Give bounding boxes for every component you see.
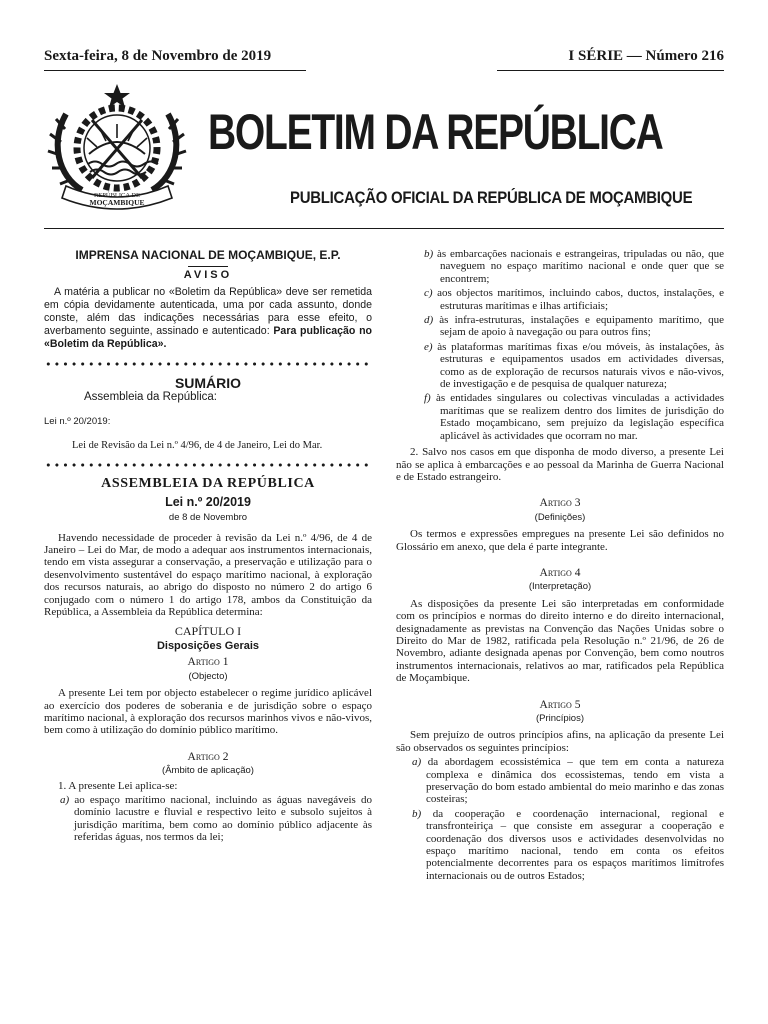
item-label: a): [60, 793, 70, 806]
article-2-item-e: [396, 341, 724, 391]
summary-law-desc: Lei de Revisão da Lei n.º 4/96, de 4 de Janeiro, Lei do Mar.: [72, 440, 323, 452]
item-text: ao espaço marítimo nacional, incluindo as águas navegáveis do domínio lacustre e fluvial e respectivo leito e subsolo sujeitos à jurisdição marítima, bem como ao domínio público adjacente às referidas águas, nos termos da lei;: [74, 793, 372, 844]
article-2-clause-2: 2. Salvo nos casos em que disponha de modo diverso, a presente Lei não se aplica à embarcações e ao pessoal da Marinha de Guerra Nacional e de Estado estrangeiro.: [396, 446, 724, 483]
article-5-text: Sem prejuízo de outros princípios afins, na aplicação da presente Lei são observados os seguintes princípios:: [396, 729, 724, 754]
article-3-subtitle: (Definições): [534, 511, 586, 523]
article-1-heading: Artigo 1: [187, 656, 229, 669]
gazette-subtitle: PUBLICAÇÃO OFICIAL DA REPÚBLICA DE MOÇAMBIQUE: [290, 188, 693, 207]
item-text: da cooperação e coordenação internacional, regional e transfronteiriça – que consiste em assegurar a cooperação e coordenação dos diversos usos e actividades desenvolvidas no espaço marítimo nacional, tendo em conta os efeitos potencialmente decorrentes para os espaços marítimos limítrofes internacionais ou de outros Estados;: [426, 807, 724, 882]
item-label: a): [412, 756, 422, 769]
article-2-item-a: [44, 794, 372, 844]
dotted-divider: [44, 361, 372, 367]
item-label: c): [424, 287, 433, 300]
divider: [188, 266, 228, 267]
article-2-item-b: [396, 248, 724, 285]
item-text: às infra-estruturas, instalações e equipamento marítimo, que sejam de apoio à navegação ou para outros fins;: [439, 314, 725, 339]
coat-of-arms-emblem: [44, 80, 190, 216]
header-rule-right: [497, 70, 724, 71]
header-rule-full: [44, 228, 724, 229]
chapter-heading: CAPÍTULO I: [174, 623, 242, 638]
item-label: b): [412, 807, 422, 820]
notice-text: [44, 286, 372, 351]
notice-bold: Para publicação no «Boletim da República».: [44, 324, 373, 350]
item-text: às entidades singulares ou colectivas vinculadas a actividades marítimas que se realizem dentro dos limites de jurisdição do Estado moçambicano, sem prejuízo da legislação específica aplicável às actividades que ocorram no mar.: [435, 392, 725, 442]
article-1-subtitle: (Objecto): [188, 670, 228, 682]
article-4-subtitle: (Interpretação): [528, 581, 592, 593]
article-2-item-d: [396, 314, 724, 339]
series-number: I SÉRIE — Número 216: [568, 48, 724, 64]
preamble: Havendo necessidade de proceder à revisão da Lei n.º 4/96, de 4 de Janeiro – Lei do Mar, de modo a adequar aos instrumentos internacionais, tendo em vista assegurar a conservação, a preservação e utilização para o desenvolvimento sustentável do espaço marítimo nacional, à exploração dos recursos naturais, ao abrigo do disposto no número 2 do artigo 6 conjugado com o número 1 do artigo 178, ambos da Constituição da República, a Assembleia da República determina:: [44, 531, 372, 619]
item-label: e): [424, 340, 433, 353]
item-text: às embarcações nacionais e estrangeiras, tripuladas ou não, que naveguem no espaço marítimo nacional e onde quer que se encontrem;: [436, 248, 724, 285]
summary-law-ref: Lei n.º 20/2019:: [44, 415, 111, 427]
article-4-text: As disposições da presente Lei são interpretadas em conformidade com os princípios e normas do direito interno e do direito internacional, designadamente as previstas na Convenção das Nações Unidas sobre o Direito do Mar de 1982, ratificada pela Resolução n.º 21/96, de 26 de Novembro, adiante designada apenas por Convenção, bem como noutros instrumentos internacionais, relativos ao mar, ratificados pela República de Moçambique.: [396, 597, 724, 685]
item-label: b): [424, 248, 434, 260]
item-text: às plataformas marítimas fixas e/ou móveis, às instalações, às estruturas e equipamentos usados em actividades diversas, como as de exploração de recursos naturais vivos e não-vivos, de investigação e de pesquisa de qualquer natureza;: [437, 340, 724, 391]
article-3-heading: Artigo 3: [539, 497, 581, 510]
left-column: [44, 246, 372, 844]
article-5-subtitle: (Princípios): [535, 713, 585, 724]
emblem-text-bottom: MOÇAMBIQUE: [89, 198, 145, 207]
issue-date: Sexta-feira, 8 de Novembro de 2019: [44, 48, 272, 64]
summary-heading: SUMÁRIO: [174, 374, 242, 391]
article-4-heading: Artigo 4: [539, 566, 581, 579]
item-label: f): [424, 392, 431, 405]
law-number: Lei n.º 20/2019: [165, 494, 251, 509]
item-text: aos objectos marítimos, incluindo cabos, ductos, instalações, e estruturas marítimas e ilhas artificiais;: [437, 287, 725, 312]
summary-subheading: Assembleia da República:: [84, 391, 217, 404]
item-label: d): [424, 314, 434, 327]
notice-body: A matéria a publicar no «Boletim da República» deve ser remetida em cópia devidamente autenticada, uma por cada assunto, donde conste, além das indicações necessárias para esse efeito, o averbamento seguinte, assinado e autenticado:: [44, 285, 372, 337]
article-2-clause-1: 1. A presente Lei aplica-se:: [58, 779, 178, 792]
dotted-divider: [44, 462, 372, 468]
right-column: [396, 246, 724, 882]
article-2-subtitle: (Âmbito de aplicação): [162, 765, 254, 777]
gazette-title: BOLETIM DA REPÚBLICA: [208, 104, 663, 160]
article-5-item-b: [396, 808, 724, 882]
law-date: de 8 de Novembro: [168, 512, 248, 524]
emblem-text-top: REPÚBLICA DE: [93, 192, 141, 199]
article-5-item-a: [396, 756, 724, 806]
article-2-item-c: [396, 287, 724, 312]
article-5-heading: Artigo 5: [539, 698, 581, 711]
article-2-heading: Artigo 2: [187, 750, 229, 763]
article-1-text: A presente Lei tem por objecto estabelecer o regime jurídico aplicável ao exercício dos poderes de soberania e de jurisdição sobre o espaço marítimo nacional, à exploração dos recursos marinhos vivos e não-vivos, bem como à utilização do domínio público marítimo.: [44, 687, 372, 737]
header-rule-left: [44, 70, 306, 71]
chapter-title: Disposições Gerais: [156, 639, 260, 652]
assembly-heading: ASSEMBLEIA DA REPÚBLICA: [101, 476, 315, 492]
article-2-item-f: [396, 392, 724, 442]
publisher-name: IMPRENSA NACIONAL DE MOÇAMBIQUE, E.P.: [75, 248, 341, 262]
item-text: da abordagem ecossistémica – que tem em conta a natureza complexa e dinâmica dos ecossistemas, tendo em vista a preservação do bom estado ambiental do meio marinho e das zonas costeiras;: [426, 756, 725, 806]
article-3-text: Os termos e expressões empregues na presente Lei são definidos no Glossário em anexo, que dela é parte integrante.: [396, 528, 724, 553]
notice-title: AVISO: [183, 269, 233, 282]
